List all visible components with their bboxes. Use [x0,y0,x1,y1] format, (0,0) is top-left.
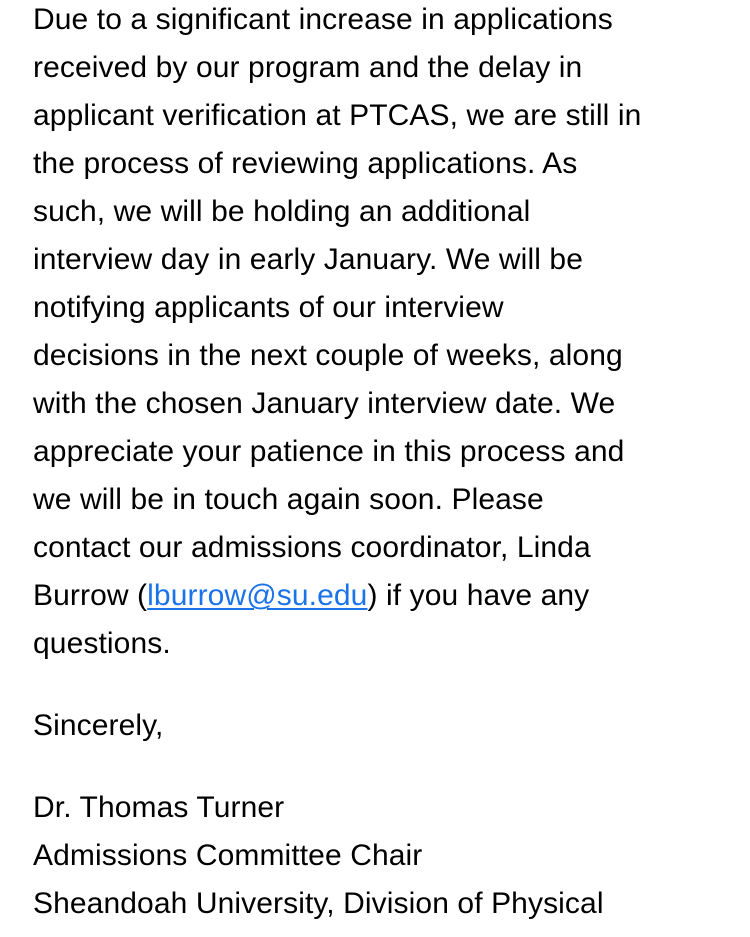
signature-organization: Sheandoah University, Division of Physical [33,887,604,920]
body-line: received by our program and the delay in [33,51,583,84]
body-line: we will be in touch again soon. Please [33,483,544,516]
signature-block [33,784,733,928]
body-line: questions. [33,627,171,660]
body-line: Due to a significant increase in applications [33,3,613,36]
body-line: notifying applicants of our interview [33,291,504,324]
body-line: with the chosen January interview date. We [33,387,616,420]
body-line: decisions in the next couple of weeks, along [33,339,623,372]
closing: Sincerely, [33,709,164,742]
contact-line [33,572,733,620]
body-line: applicant verification at PTCAS, we are still in [33,99,642,132]
body-line: contact our admissions coordinator, Linda [33,531,591,564]
signature-title: Admissions Committee Chair [33,839,423,872]
contact-line-suffix: ) if you have any [367,579,590,612]
email-body [33,0,733,928]
body-line: interview day in early January. We will be [33,243,583,276]
body-line: the process of reviewing applications. As [33,147,578,180]
body-line: such, we will be holding an additional [33,195,531,228]
signature-name: Dr. Thomas Turner [33,791,285,824]
message-paragraph [33,0,733,668]
body-line: appreciate your patience in this process and [33,435,625,468]
contact-line-prefix: Burrow ( [33,579,148,612]
contact-email-link[interactable]: lburrow@su.edu [147,579,368,612]
